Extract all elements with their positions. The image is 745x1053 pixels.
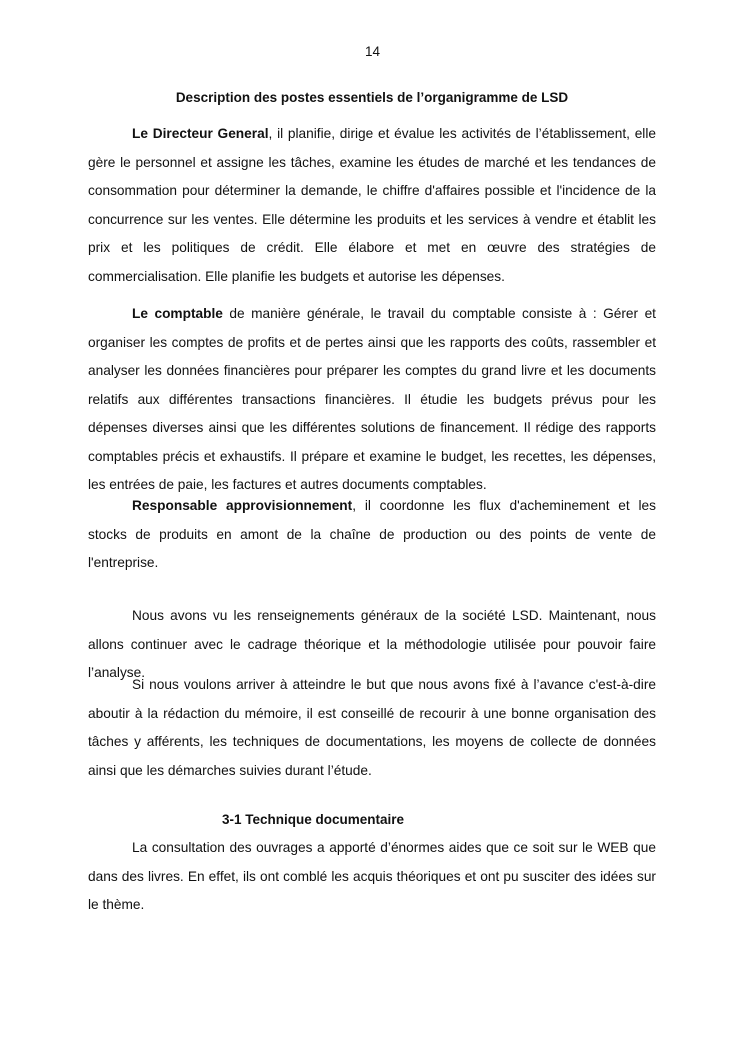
- section-heading: 3-1 Technique documentaire: [222, 812, 405, 827]
- page-number: 14: [364, 44, 381, 59]
- paragraph-organisation: Si nous voulons arriver à atteindre le but que nous avons fixé à l’avance c'est-à-dire aboutir à la rédaction du mémoire, il est conseillé de recourir à une bonne organisation des tâches y afférents, les techniques de documentations, les moyens de collecte de données ainsi que les démarches suivies durant l’étude.: [88, 677, 656, 778]
- paragraph-directeur-lead: Le Directeur General: [132, 126, 269, 141]
- paragraph-appro-lead: Responsable approvisionnement: [132, 498, 353, 513]
- paragraph-directeur: [88, 120, 656, 291]
- page-title: Description des postes essentiels de l’organigramme de LSD: [175, 90, 569, 105]
- paragraph-comptable-lead: Le comptable: [132, 306, 223, 321]
- paragraph-directeur-text: , il planifie, dirige et évalue les activités de l’établissement, elle gère le personnel et assigne les tâches, examine les études de marché et les tendances de consommation pour déterminer la demande, le chiffre d'affaires possible et l'incidence de la concurrence sur les ventes. Elle détermine les produits et les services à vendre et établit les prix et les politiques de crédit. Elle élabore et met en œuvre des stratégies de commercialisation. Elle planifie les budgets et autorise les dépenses.: [88, 126, 657, 284]
- paragraph-appro-text: , il coordonne les flux d'acheminement et les stocks de produits en amont de la chaîne de production ou des points de vente de l'entreprise.: [88, 498, 657, 570]
- paragraph-renseignements: Nous avons vu les renseignements généraux de la société LSD. Maintenant, nous allons continuer avec le cadrage théorique et la méthodologie utilisée pour pouvoir faire l’analyse.: [88, 608, 656, 680]
- paragraph-comptable-text: de manière générale, le travail du comptable consiste à : Gérer et organiser les comptes de profits et de pertes ainsi que les rapports des coûts, rassembler et analyser les données financières pour préparer les comptes du grand livre et les documents relatifs aux différentes transactions financières. Il étudie les budgets prévus pour les dépenses diverses ainsi que les différentes solutions de financement. Il rédige des rapports comptables précis et exhaustifs. Il prépare et examine le budget, les recettes, les dépenses, les entrées de paie, les factures et autres documents comptables.: [88, 306, 656, 492]
- paragraph-consultation: La consultation des ouvrages a apporté d’énormes aides que ce soit sur le WEB que dans des livres. En effet, ils ont comblé les acquis théoriques et ont pu susciter des idées sur le thème.: [88, 840, 656, 912]
- paragraph-comptable: [88, 300, 656, 500]
- paragraph-appro: [88, 492, 656, 578]
